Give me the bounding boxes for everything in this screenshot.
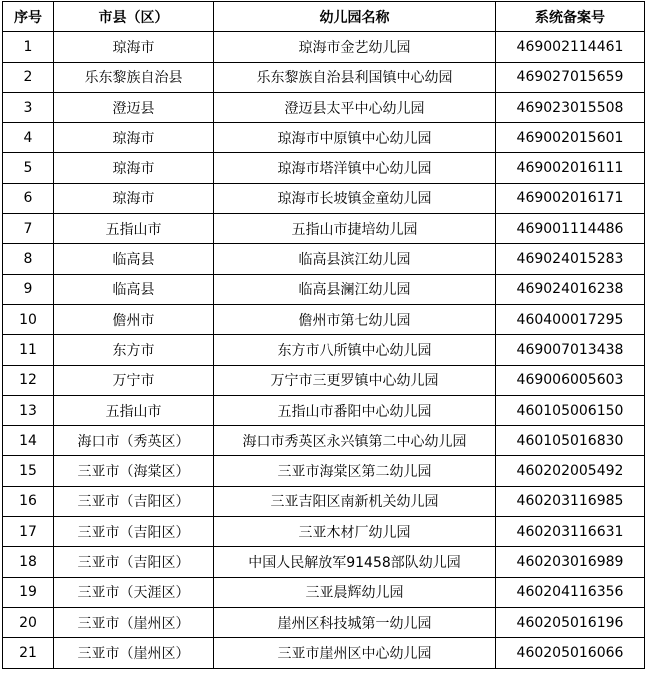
cell-filing-number: 460204116356	[496, 577, 645, 607]
table-row	[3, 214, 645, 244]
table-row	[3, 153, 645, 183]
cell-serial-number: 20	[3, 607, 54, 637]
header-serial-number: 序号	[3, 2, 54, 32]
cell-city-county: 三亚市（崖州区）	[54, 607, 214, 637]
cell-kindergarten-name: 五指山市捷培幼儿园	[214, 214, 496, 244]
table-row	[3, 274, 645, 304]
cell-kindergarten-name: 三亚市崖州区中心幼儿园	[214, 638, 496, 668]
cell-filing-number: 469002015601	[496, 123, 645, 153]
table-row	[3, 486, 645, 516]
cell-kindergarten-name: 琼海市长坡镇金童幼儿园	[214, 183, 496, 213]
table-row	[3, 456, 645, 486]
cell-filing-number: 460105006150	[496, 395, 645, 425]
cell-kindergarten-name: 临高县澜江幼儿园	[214, 274, 496, 304]
table-row	[3, 365, 645, 395]
table-row	[3, 607, 645, 637]
cell-kindergarten-name: 三亚吉阳区南新机关幼儿园	[214, 486, 496, 516]
cell-kindergarten-name: 东方市八所镇中心幼儿园	[214, 335, 496, 365]
cell-city-county: 澄迈县	[54, 92, 214, 122]
cell-filing-number: 469027015659	[496, 62, 645, 92]
cell-city-county: 东方市	[54, 335, 214, 365]
cell-city-county: 琼海市	[54, 123, 214, 153]
header-kindergarten-name: 幼儿园名称	[214, 2, 496, 32]
cell-serial-number: 1	[3, 32, 54, 62]
cell-serial-number: 4	[3, 123, 54, 153]
table-row	[3, 577, 645, 607]
table-row	[3, 183, 645, 213]
cell-kindergarten-name: 乐东黎族自治县利国镇中心幼园	[214, 62, 496, 92]
cell-kindergarten-name: 海口市秀英区永兴镇第二中心幼儿园	[214, 426, 496, 456]
table-row	[3, 395, 645, 425]
cell-city-county: 三亚市（海棠区）	[54, 456, 214, 486]
table-body	[3, 32, 645, 668]
cell-filing-number: 469002016111	[496, 153, 645, 183]
cell-city-county: 三亚市（吉阳区）	[54, 486, 214, 516]
cell-serial-number: 19	[3, 577, 54, 607]
header-filing-number: 系统备案号	[496, 2, 645, 32]
cell-kindergarten-name: 万宁市三更罗镇中心幼儿园	[214, 365, 496, 395]
cell-kindergarten-name: 崖州区科技城第一幼儿园	[214, 607, 496, 637]
cell-kindergarten-name: 琼海市金艺幼儿园	[214, 32, 496, 62]
cell-city-county: 儋州市	[54, 304, 214, 334]
table-row	[3, 638, 645, 668]
cell-serial-number: 16	[3, 486, 54, 516]
table-row	[3, 123, 645, 153]
table-row	[3, 32, 645, 62]
cell-serial-number: 10	[3, 304, 54, 334]
cell-filing-number: 460203116631	[496, 517, 645, 547]
cell-serial-number: 11	[3, 335, 54, 365]
table-row	[3, 304, 645, 334]
cell-filing-number: 469002016171	[496, 183, 645, 213]
cell-kindergarten-name: 琼海市塔洋镇中心幼儿园	[214, 153, 496, 183]
cell-serial-number: 7	[3, 214, 54, 244]
header-row	[3, 2, 645, 32]
cell-city-county: 海口市（秀英区）	[54, 426, 214, 456]
cell-filing-number: 469024016238	[496, 274, 645, 304]
cell-serial-number: 15	[3, 456, 54, 486]
table-row	[3, 517, 645, 547]
cell-filing-number: 469007013438	[496, 335, 645, 365]
cell-serial-number: 21	[3, 638, 54, 668]
cell-kindergarten-name: 儋州市第七幼儿园	[214, 304, 496, 334]
cell-serial-number: 12	[3, 365, 54, 395]
cell-kindergarten-name: 五指山市番阳中心幼儿园	[214, 395, 496, 425]
cell-serial-number: 6	[3, 183, 54, 213]
cell-kindergarten-name: 三亚木材厂幼儿园	[214, 517, 496, 547]
cell-filing-number: 469002114461	[496, 32, 645, 62]
cell-filing-number: 460400017295	[496, 304, 645, 334]
cell-serial-number: 9	[3, 274, 54, 304]
cell-filing-number: 460205016066	[496, 638, 645, 668]
cell-filing-number: 469023015508	[496, 92, 645, 122]
cell-serial-number: 13	[3, 395, 54, 425]
cell-city-county: 万宁市	[54, 365, 214, 395]
cell-city-county: 五指山市	[54, 214, 214, 244]
cell-kindergarten-name: 三亚市海棠区第二幼儿园	[214, 456, 496, 486]
cell-serial-number: 5	[3, 153, 54, 183]
cell-city-county: 琼海市	[54, 153, 214, 183]
cell-city-county: 乐东黎族自治县	[54, 62, 214, 92]
cell-kindergarten-name: 澄迈县太平中心幼儿园	[214, 92, 496, 122]
cell-city-county: 临高县	[54, 274, 214, 304]
kindergarten-registry-table	[2, 1, 645, 669]
cell-filing-number: 460205016196	[496, 607, 645, 637]
table-row	[3, 335, 645, 365]
cell-filing-number: 460203016989	[496, 547, 645, 577]
cell-filing-number: 460105016830	[496, 426, 645, 456]
cell-city-county: 三亚市（吉阳区）	[54, 517, 214, 547]
cell-city-county: 三亚市（吉阳区）	[54, 547, 214, 577]
cell-city-county: 临高县	[54, 244, 214, 274]
cell-city-county: 琼海市	[54, 32, 214, 62]
cell-serial-number: 2	[3, 62, 54, 92]
cell-kindergarten-name: 临高县滨江幼儿园	[214, 244, 496, 274]
cell-kindergarten-name: 中国人民解放军91458部队幼儿园	[214, 547, 496, 577]
header-city-county: 市县（区）	[54, 2, 214, 32]
cell-city-county: 琼海市	[54, 183, 214, 213]
cell-filing-number: 460203116985	[496, 486, 645, 516]
cell-filing-number: 469001114486	[496, 214, 645, 244]
table-header	[3, 2, 645, 32]
cell-city-county: 三亚市（天涯区）	[54, 577, 214, 607]
cell-serial-number: 18	[3, 547, 54, 577]
table-row	[3, 244, 645, 274]
table-row	[3, 92, 645, 122]
cell-serial-number: 14	[3, 426, 54, 456]
cell-city-county: 三亚市（崖州区）	[54, 638, 214, 668]
table-row	[3, 62, 645, 92]
table-row	[3, 426, 645, 456]
cell-filing-number: 469006005603	[496, 365, 645, 395]
table-row	[3, 547, 645, 577]
cell-filing-number: 469024015283	[496, 244, 645, 274]
cell-filing-number: 460202005492	[496, 456, 645, 486]
cell-kindergarten-name: 三亚晨辉幼儿园	[214, 577, 496, 607]
cell-city-county: 五指山市	[54, 395, 214, 425]
cell-serial-number: 17	[3, 517, 54, 547]
cell-kindergarten-name: 琼海市中原镇中心幼儿园	[214, 123, 496, 153]
cell-serial-number: 8	[3, 244, 54, 274]
cell-serial-number: 3	[3, 92, 54, 122]
